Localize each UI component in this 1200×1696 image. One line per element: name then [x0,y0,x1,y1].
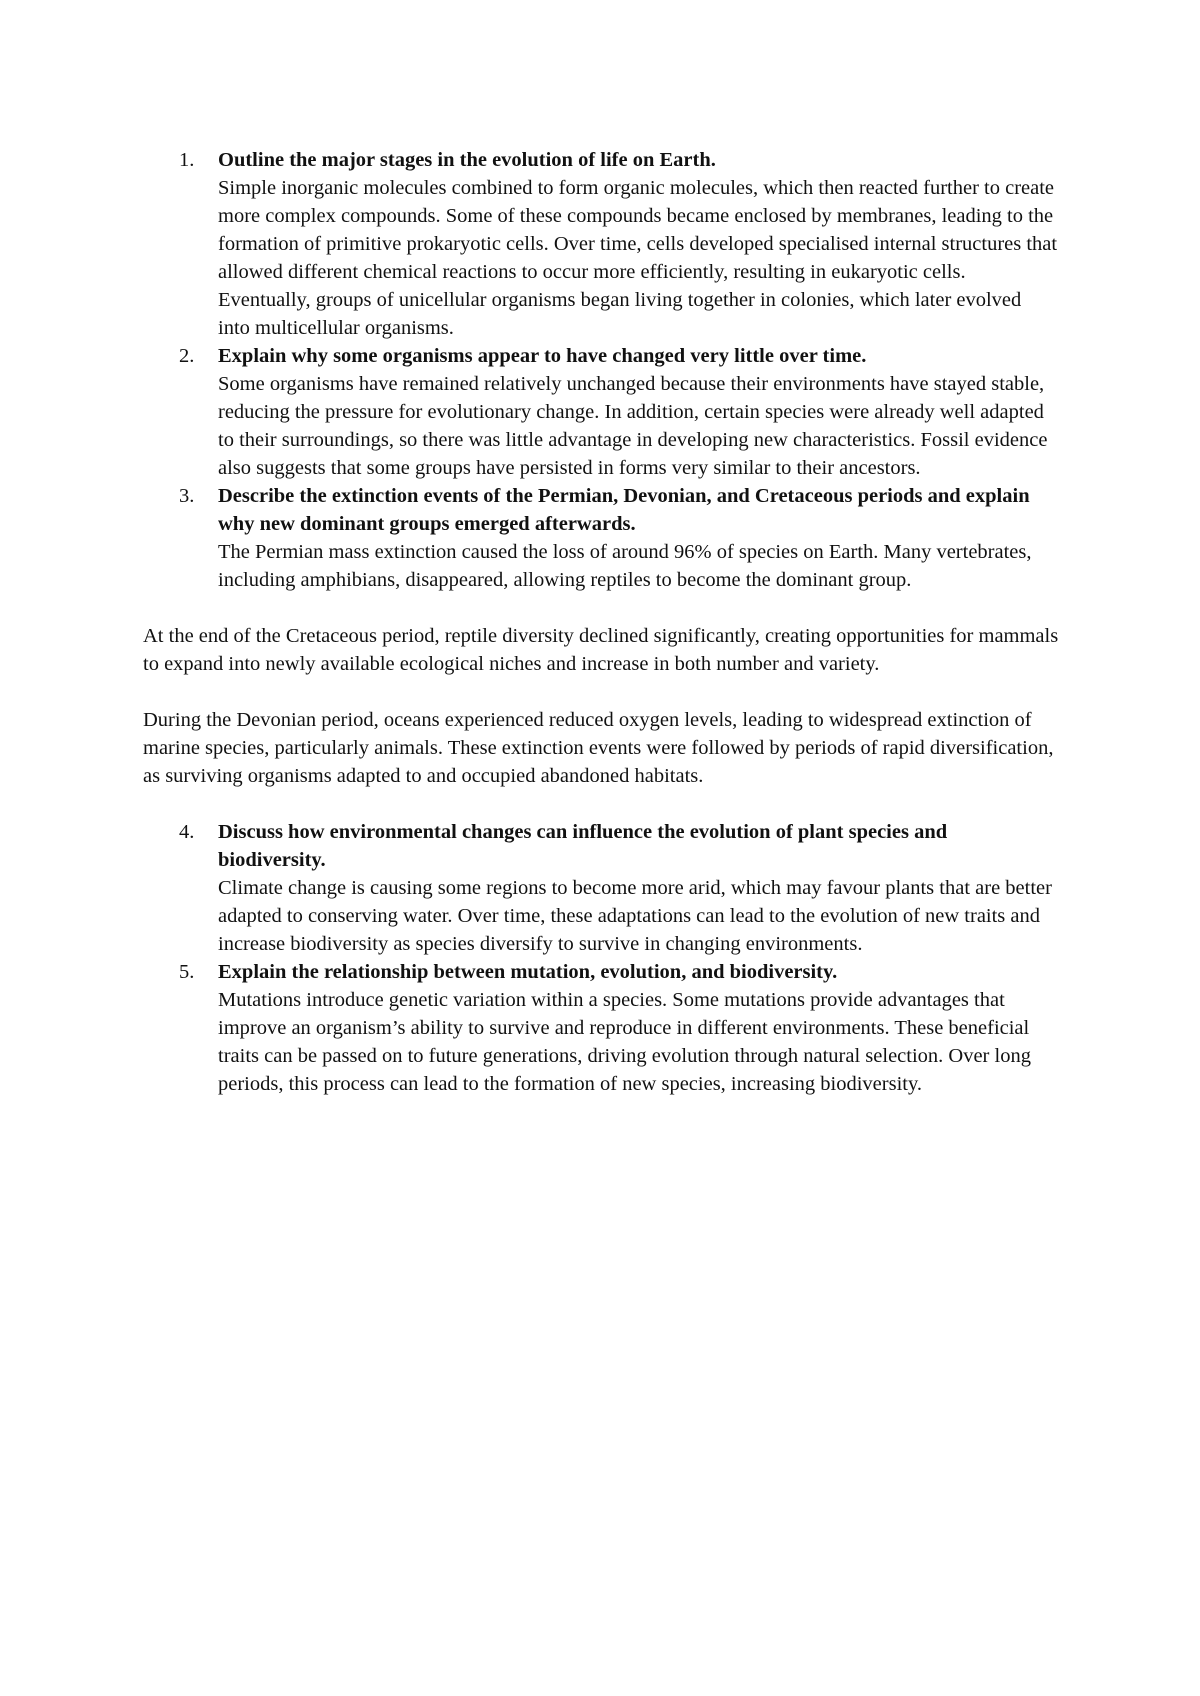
question-item-2 [143,342,1058,482]
spacer [143,790,1063,818]
question-heading: Outline the major stages in the evolution of life on Earth. [218,149,716,171]
question-number: 5. [179,961,195,983]
question-heading: Explain the relationship between mutation, evolution, and biodiversity. [218,961,838,983]
document-body [143,146,1063,1098]
answer-text: Climate change is causing some regions to become more arid, which may favour plants that are better adapted to conserving water. Over time, these adaptations can lead to the evolution of new traits and increase biodiversity as species diversify to survive in changing environments. [218,877,1052,955]
question-number: 3. [179,485,195,507]
answer-text: Simple inorganic molecules combined to form organic molecules, which then reacted further to create more complex compounds. Some of these compounds became enclosed by membranes, leading to the formation of primitive prokaryotic cells. Over time, cells developed specialised internal structures that allowed different chemical reactions to occur more efficiently, resulting in eukaryotic cells. Eventually, groups of unicellular organisms began living together in colonies, which later evolved into multicellular organisms. [218,177,1058,339]
question-number: 2. [179,345,195,367]
answer-text: Mutations introduce genetic variation within a species. Some mutations provide advantages that improve an organism’s ability to survive and reproduce in different environments. These beneficial traits can be passed on to future generations, driving evolution through natural selection. Over long periods, this process can lead to the formation of new species, increasing biodiversity. [218,989,1031,1095]
question-item-5 [143,958,1058,1098]
question-number: 1. [179,149,195,171]
question-number: 4. [179,821,195,843]
question-item-3 [143,482,1058,594]
body-paragraph-cretaceous: At the end of the Cretaceous period, reptile diversity declined significantly, creating opportunities for mammals to expand into newly available ecological niches and increase in both number and variety. [143,625,1059,675]
question-item-4 [143,818,1058,958]
question-heading: Describe the extinction events of the Permian, Devonian, and Cretaceous periods and explain why new dominant groups emerged afterwards. [218,485,1030,535]
answer-text: The Permian mass extinction caused the loss of around 96% of species on Earth. Many vertebrates, including amphibians, disappeared, allowing reptiles to become the dominant group. [218,541,1032,591]
body-paragraph-devonian: During the Devonian period, oceans experienced reduced oxygen levels, leading to widespread extinction of marine species, particularly animals. These extinction events were followed by periods of rapid diversification, as surviving organisms adapted to and occupied abandoned habitats. [143,709,1054,787]
question-item-1 [143,146,1058,342]
question-heading: Explain why some organisms appear to have changed very little over time. [218,345,867,367]
answer-text: Some organisms have remained relatively unchanged because their environments have stayed stable, reducing the pressure for evolutionary change. In addition, certain species were already well adapted to their surroundings, so there was little advantage in developing new characteristics. Fossil evidence also suggests that some groups have persisted in forms very similar to their ancestors. [218,373,1048,479]
question-heading: Discuss how environmental changes can influence the evolution of plant species and biodiversity. [218,821,948,871]
